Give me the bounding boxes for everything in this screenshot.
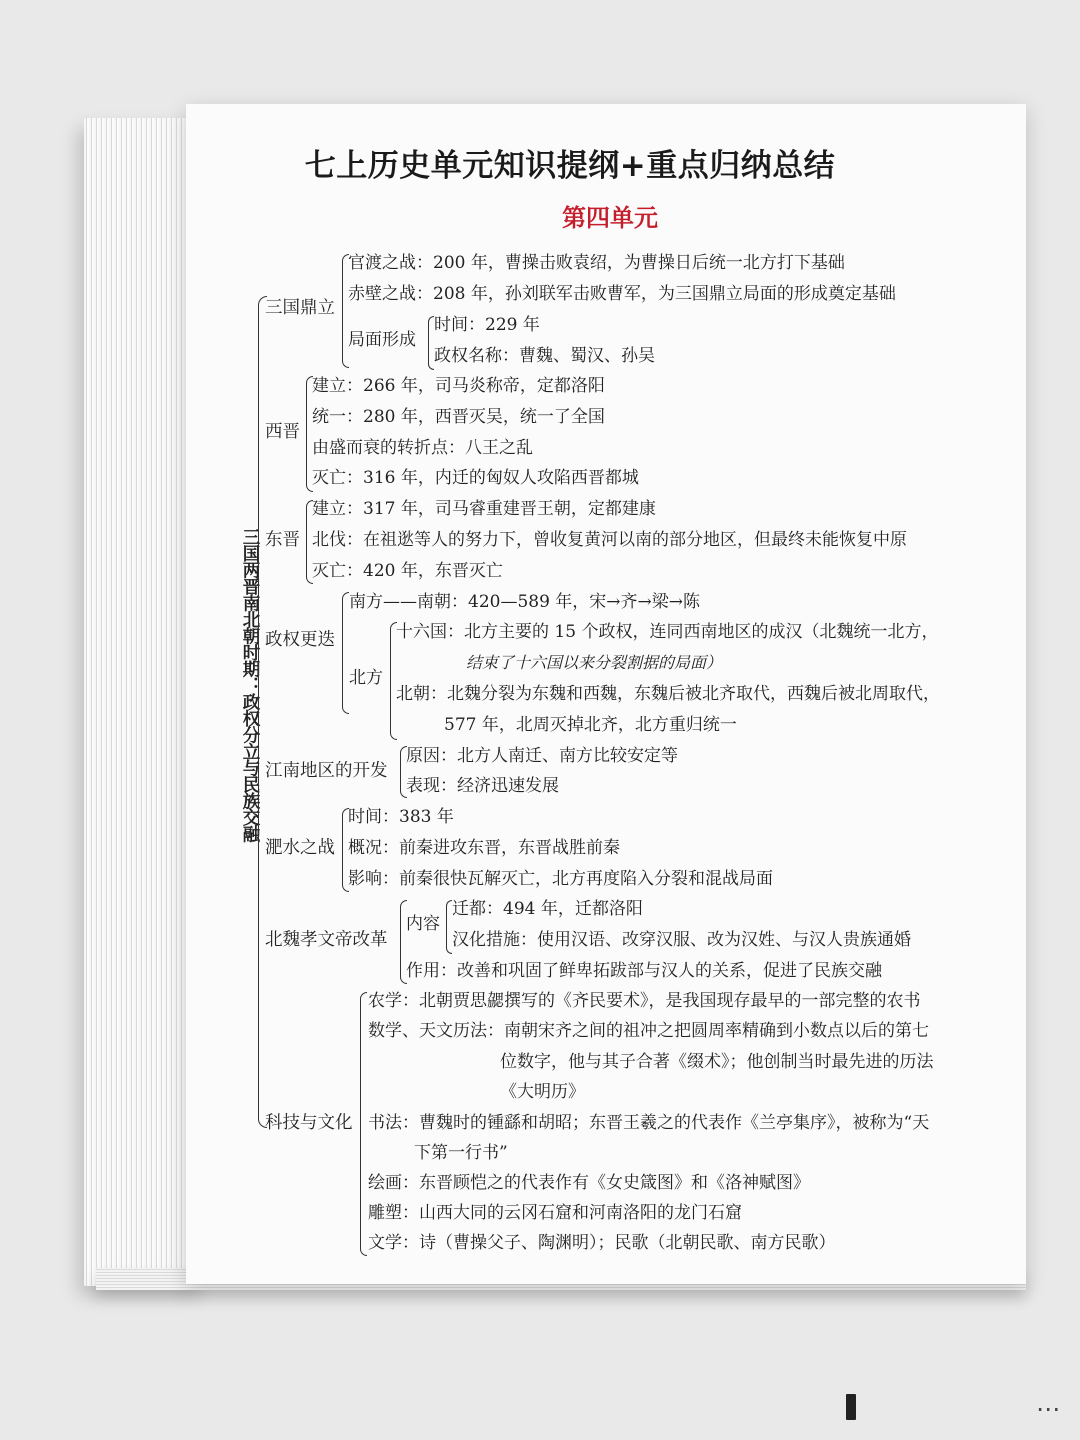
item-xiaowen-zuoyong: 作用：改善和巩固了鲜卑拓跋部与汉人的关系，促进了民族交融 [406, 961, 882, 981]
main-topic-vertical: 三国两晋南北朝时期：政权分立与民族交融 [240, 528, 260, 842]
item-xiaowen-qiandu: 迁都：494 年，迁都洛阳 [452, 899, 643, 919]
item-sanguo-names: 政权名称：曹魏、蜀汉、孙吴 [434, 346, 655, 366]
item-chibi: 赤壁之战：208 年，孙刘联军击败曹军，为三国鼎立局面的形成奠定基础 [348, 284, 896, 304]
item-feishui-time: 时间：383 年 [348, 807, 454, 827]
item-dongjin-jianli: 建立：317 年，司马睿重建晋王朝，定都建康 [312, 499, 656, 519]
item-xiaowen-hanhua: 汉化措施：使用汉语、改穿汉服、改为汉姓、与汉人贵族通婚 [452, 930, 911, 950]
category-keji: 科技与文化 [265, 1113, 353, 1133]
category-sanguo: 三国鼎立 [265, 298, 335, 318]
item-xiaowen-content: 内容 [406, 914, 440, 934]
item-keji-wenxue: 文学：诗（曹操父子、陶渊明）；民歌（北朝民歌、南方民歌） [368, 1233, 836, 1253]
pause-bar-icon[interactable] [846, 1394, 856, 1420]
item-sixteen-line2: 结束了十六国以来分裂割据的局面） [466, 653, 723, 672]
item-keji-shufa-line1: 书法：曹魏时的锺繇和胡昭；东晋王羲之的代表作《兰亭集序》，被称为“天 [368, 1113, 930, 1133]
bracket-zhengquan [342, 592, 349, 714]
item-south: 南方——南朝：420—589 年，宋→齐→梁→陈 [349, 592, 701, 612]
category-feishui: 淝水之战 [265, 838, 335, 858]
item-dongjin-mie: 灭亡：420 年，东晋灭亡 [312, 561, 503, 581]
category-xiaowen: 北魏孝文帝改革 [265, 930, 388, 950]
item-feishui-effect: 影响：前秦很快瓦解灭亡，北方再度陷入分裂和混战局面 [348, 869, 773, 889]
category-zhengquan: 政权更迭 [265, 630, 335, 650]
item-keji-shuxue-line3: 《大明历》 [500, 1082, 585, 1102]
more-options-icon[interactable]: ⋯ [1036, 1395, 1060, 1423]
item-sixteen-line1: 十六国：北方主要的 15 个政权，连同西南地区的成汉（北魏统一北方， [396, 622, 939, 642]
item-sanguo-time: 时间：229 年 [434, 315, 540, 335]
item-dongjin-beifa: 北伐：在祖逖等人的努力下，曾收复黄河以南的部分地区，但最终未能恢复中原 [312, 530, 907, 550]
unit-heading: 第四单元 [562, 204, 658, 232]
category-dongjin: 东晋 [265, 530, 300, 550]
item-keji-huihua: 绘画：东晋顾恺之的代表作有《女史箴图》和《洛神赋图》 [368, 1173, 810, 1193]
item-jumian: 局面形成 [348, 330, 416, 350]
item-guandu: 官渡之战：200 年，曹操击败袁绍，为曹操日后统一北方打下基础 [348, 253, 845, 273]
item-keji-shufa-line2: 下第一行书” [414, 1143, 508, 1163]
item-keji-shuxue-line1: 数学、天文历法：南朝宋齐之间的祖冲之把圆周率精确到小数点以后的第七 [368, 1021, 929, 1041]
document-title: 七上历史单元知识提纲+重点归纳总结 [304, 148, 836, 184]
item-xijin-mie: 灭亡：316 年，内迁的匈奴人攻陷西晋都城 [312, 468, 639, 488]
item-keji-diaosu: 雕塑：山西大同的云冈石窟和河南洛阳的龙门石窟 [368, 1203, 742, 1223]
item-beichao-line2: 577 年，北周灭掉北齐，北方重归统一 [444, 715, 737, 735]
item-feishui-gaikuang: 概况：前秦进攻东晋，东晋战胜前秦 [348, 838, 620, 858]
item-xijin-turn: 由盛而衰的转折点：八王之乱 [312, 438, 533, 458]
item-beichao-line1: 北朝：北魏分裂为东魏和西魏，东魏后被北齐取代，西魏后被北周取代， [396, 684, 940, 704]
category-jiangnan: 江南地区的开发 [265, 761, 388, 781]
category-xijin: 西晋 [265, 422, 300, 442]
item-keji-nong: 农学：北朝贾思勰撰写的《齐民要术》，是我国现存最早的一部完整的农书 [368, 991, 921, 1011]
item-keji-shuxue-line2: 位数字，他与其子合著《缀术》；他创制当时最先进的历法 [500, 1052, 934, 1072]
item-north: 北方 [349, 668, 383, 688]
item-xijin-jianli: 建立：266 年，司马炎称帝，定都洛阳 [312, 376, 605, 396]
bracket-keji [360, 992, 367, 1256]
item-jiangnan-reason: 原因：北方人南迁、南方比较安定等 [406, 746, 678, 766]
item-jiangnan-show: 表现：经济迅速发展 [406, 776, 559, 796]
item-xijin-tongyi: 统一：280 年，西晋灭吴，统一了全国 [312, 407, 605, 427]
